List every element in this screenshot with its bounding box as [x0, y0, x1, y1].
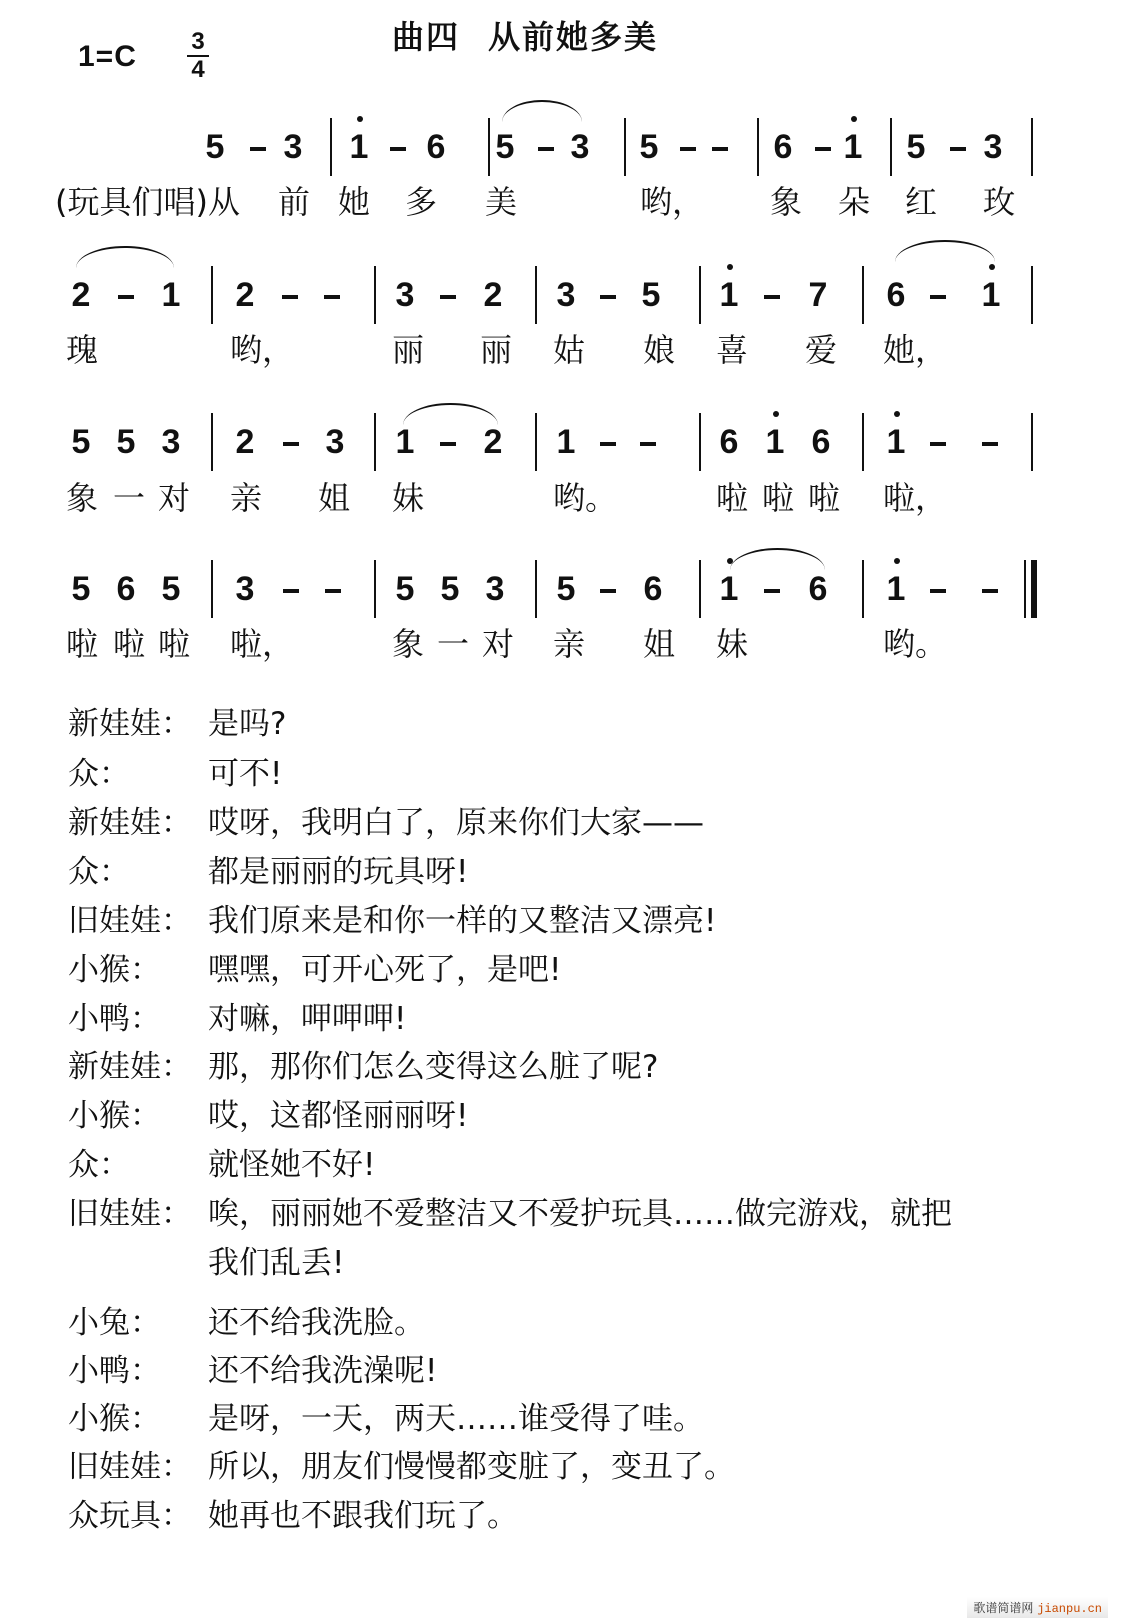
dialogue-line: [68, 1496, 518, 1536]
slur: [895, 240, 995, 262]
note: 5: [556, 570, 576, 608]
lyric: 啦: [808, 479, 841, 517]
lyric: 姐: [643, 625, 676, 663]
time-signature: [185, 30, 211, 82]
lyric: 多: [405, 183, 438, 221]
note: 2: [483, 423, 503, 461]
line-text: 哎呀，我明白了，原来你们大家——: [208, 805, 704, 841]
dialogue-line: [68, 852, 468, 892]
slur: [730, 548, 825, 570]
bar-line: [330, 118, 332, 176]
dialogue-line: [68, 1145, 375, 1185]
bar-line: [374, 413, 376, 471]
dialogue-line: [68, 754, 282, 794]
dash: [283, 589, 299, 593]
line-text: 我们原来是和你一样的又整洁又漂亮!: [208, 903, 717, 939]
high-octave-dot: [357, 116, 363, 122]
note: 3: [283, 128, 303, 166]
bar-line: [862, 413, 864, 471]
watermark-label: 歌谱简谱网: [973, 1601, 1034, 1615]
slur: [502, 100, 582, 122]
title-name: 从前她多美: [488, 18, 659, 56]
lyric: 喜: [716, 331, 749, 369]
speaker: 小鸭：: [68, 1353, 161, 1389]
bar-line: [535, 266, 537, 324]
note: 6: [886, 276, 906, 314]
note: 3: [395, 276, 415, 314]
speaker: 旧娃娃：: [68, 1196, 192, 1232]
line-text: 还不给我洗脸。: [208, 1305, 425, 1341]
lyric: 象: [770, 183, 803, 221]
line-text: 嘿嘿，可开心死了，是吧!: [208, 952, 562, 988]
speaker: 众：: [68, 854, 130, 890]
dialogue-line: [68, 704, 286, 744]
lyric: 象: [392, 625, 425, 663]
dash: [282, 295, 298, 299]
key-signature: 1=C: [78, 40, 137, 73]
note: 3: [235, 570, 255, 608]
speaker: 旧娃娃：: [68, 903, 192, 939]
dash: [930, 442, 946, 446]
dash: [982, 442, 998, 446]
line-text: 是呀，一天，两天……谁受得了哇。: [208, 1401, 704, 1437]
lyric: 啦: [66, 625, 99, 663]
note: 3: [325, 423, 345, 461]
lyric: 姐: [318, 479, 351, 517]
note: 3: [570, 128, 590, 166]
high-octave-dot: [727, 264, 733, 270]
speaker: 小猴：: [68, 1401, 161, 1437]
dash: [538, 147, 554, 151]
dash: [390, 147, 406, 151]
line-text: 对嘛，呷呷呷!: [208, 1001, 407, 1037]
speaker: 众：: [68, 756, 130, 792]
bar-line: [488, 118, 490, 176]
note: 5: [116, 423, 136, 461]
dash: [764, 295, 780, 299]
line-text: 还不给我洗澡呢!: [208, 1353, 438, 1389]
dialogue-line: [68, 1303, 425, 1343]
note: 7: [808, 276, 828, 314]
note: 5: [161, 570, 181, 608]
line-text: 都是丽丽的玩具呀!: [208, 854, 469, 890]
lyric: (玩具们唱)从: [55, 183, 240, 221]
speaker: 众玩具：: [68, 1498, 192, 1534]
line-text: 可不!: [208, 756, 283, 792]
lyric: 哟，: [640, 183, 705, 221]
speaker: 旧娃娃：: [68, 1449, 192, 1485]
line-text: 就怪她不好!: [208, 1147, 376, 1183]
bar-line: [1031, 118, 1033, 176]
dash: [930, 295, 946, 299]
high-octave-dot: [989, 264, 995, 270]
time-numerator: 3: [191, 28, 205, 55]
high-octave-dot: [894, 411, 900, 417]
song-title: [392, 12, 658, 58]
note-high: 1: [346, 130, 372, 164]
lyric: 哟，: [230, 331, 295, 369]
dash: [324, 295, 340, 299]
watermark: [967, 1597, 1108, 1618]
dash: [440, 442, 456, 446]
lyric: 朵: [838, 183, 871, 221]
dialogue-line: [68, 950, 561, 990]
bar-line: [624, 118, 626, 176]
lyric: 她: [338, 183, 371, 221]
note: 5: [641, 276, 661, 314]
note-high: 1: [840, 130, 866, 164]
dash: [440, 295, 456, 299]
lyric: 啦，: [230, 625, 295, 663]
note-high: 1: [883, 572, 909, 606]
bar-line: [699, 266, 701, 324]
lyric: 红: [905, 183, 938, 221]
bar-line: [374, 266, 376, 324]
bar-line: [535, 413, 537, 471]
lyric: 妹: [716, 625, 749, 663]
bar-line: [1031, 413, 1033, 471]
note: 1: [395, 423, 415, 461]
line-text: 那，那你们怎么变得这么脏了呢?: [208, 1049, 659, 1085]
lyric: 爱: [805, 331, 838, 369]
note-high: 1: [716, 572, 742, 606]
dash: [250, 147, 266, 151]
note: 5: [71, 570, 91, 608]
speaker: 众：: [68, 1147, 130, 1183]
lyric: 哟。: [553, 479, 618, 517]
note-high: 1: [883, 425, 909, 459]
speaker: 小猴：: [68, 1098, 161, 1134]
note: 1: [556, 423, 576, 461]
high-octave-dot: [851, 116, 857, 122]
note: 6: [426, 128, 446, 166]
lyric: 象: [66, 479, 99, 517]
speaker: 新娃娃：: [68, 706, 192, 742]
bar-line: [699, 560, 701, 618]
dash: [712, 147, 728, 151]
lyric: 美: [485, 183, 518, 221]
note: 5: [495, 128, 515, 166]
high-octave-dot: [894, 558, 900, 564]
lyric: 一: [113, 479, 146, 517]
lyric: 她，: [883, 331, 948, 369]
note: 6: [719, 423, 739, 461]
line-text: 所以，朋友们慢慢都变脏了，变丑了。: [208, 1449, 735, 1485]
lyric: 对: [482, 625, 515, 663]
dialogue-line: [68, 1194, 952, 1234]
dash: [764, 589, 780, 593]
dash: [930, 589, 946, 593]
dialogue-line: [68, 999, 406, 1039]
note: 2: [235, 423, 255, 461]
dialogue-continuation: 我们乱丢!: [208, 1245, 345, 1281]
lyric: 啦，: [883, 479, 948, 517]
lyric: 啦: [113, 625, 146, 663]
dash: [600, 442, 616, 446]
dialogue-line: [68, 1447, 735, 1487]
speaker: 新娃娃：: [68, 805, 192, 841]
note: 6: [808, 570, 828, 608]
dash: [283, 442, 299, 446]
dash: [680, 147, 696, 151]
note: 2: [483, 276, 503, 314]
line-text: 她再也不跟我们玩了。: [208, 1498, 518, 1534]
bar-line: [890, 118, 892, 176]
note: 6: [116, 570, 136, 608]
note-high: 1: [762, 425, 788, 459]
high-octave-dot: [727, 558, 733, 564]
note: 5: [440, 570, 460, 608]
bar-line: [535, 560, 537, 618]
note: 1: [161, 276, 181, 314]
note-high: 1: [716, 278, 742, 312]
lyric: 瑰: [66, 331, 99, 369]
lyrics-1: [0, 182, 1130, 226]
dialogue-line: [68, 1399, 704, 1439]
lyric: 丽: [480, 331, 513, 369]
note: 5: [71, 423, 91, 461]
dash: [325, 589, 341, 593]
note: 5: [395, 570, 415, 608]
lyric: 娘: [643, 331, 676, 369]
bar-line: [757, 118, 759, 176]
note: 3: [983, 128, 1003, 166]
lyric: 玫: [983, 183, 1016, 221]
note: 3: [161, 423, 181, 461]
lyrics-2: [0, 330, 1130, 374]
note: 6: [811, 423, 831, 461]
note: 5: [205, 128, 225, 166]
dash: [118, 295, 134, 299]
note-high: 1: [978, 278, 1004, 312]
bar-line: [211, 266, 213, 324]
bar-line: [862, 560, 864, 618]
lyric: 前: [278, 183, 311, 221]
dash: [600, 295, 616, 299]
bar-line: [211, 560, 213, 618]
lyric: 亲: [553, 625, 586, 663]
dash: [815, 147, 831, 151]
time-denominator: 4: [191, 56, 205, 83]
lyric: 啦: [762, 479, 795, 517]
note: 3: [556, 276, 576, 314]
dash: [950, 147, 966, 151]
lyric: 姑: [553, 331, 586, 369]
dialogue-line: [68, 1351, 437, 1391]
dialogue-line: [68, 901, 716, 941]
title-number: 曲四: [392, 18, 461, 56]
bar-line: [1031, 266, 1033, 324]
speaker: 新娃娃：: [68, 1049, 192, 1085]
bar-line: [374, 560, 376, 618]
high-octave-dot: [773, 411, 779, 417]
lyrics-4: [0, 624, 1130, 668]
final-bar-thick: [1031, 560, 1037, 618]
dialogue-line: [68, 1096, 468, 1136]
speaker: 小鸭：: [68, 1001, 161, 1037]
speaker: 小兔：: [68, 1305, 161, 1341]
watermark-site: jianpu.cn: [1037, 1602, 1102, 1616]
note: 5: [906, 128, 926, 166]
lyric: 哟。: [883, 625, 948, 663]
line-text: 是吗?: [208, 706, 287, 742]
dash: [982, 589, 998, 593]
bar-line: [862, 266, 864, 324]
slur: [403, 403, 498, 425]
final-bar-thin: [1024, 560, 1026, 618]
note: 6: [643, 570, 663, 608]
line-text: 唉，丽丽她不爱整洁又不爱护玩具……做完游戏，就把: [208, 1196, 952, 1232]
dash: [640, 442, 656, 446]
lyric: 一: [437, 625, 470, 663]
bar-line: [699, 413, 701, 471]
lyrics-3: [0, 478, 1130, 522]
slur: [76, 246, 174, 268]
bar-line: [211, 413, 213, 471]
lyric: 啦: [716, 479, 749, 517]
line-text: 哎，这都怪丽丽呀!: [208, 1098, 469, 1134]
lyric: 啦: [158, 625, 191, 663]
note: 5: [639, 128, 659, 166]
dash: [600, 589, 616, 593]
note: 6: [773, 128, 793, 166]
dialogue-line: [68, 803, 704, 843]
note: 2: [235, 276, 255, 314]
dialogue-line: [68, 1047, 658, 1087]
lyric: 丽: [392, 331, 425, 369]
note: 2: [71, 276, 91, 314]
speaker: 小猴：: [68, 952, 161, 988]
lyric: 妹: [392, 479, 425, 517]
note: 3: [485, 570, 505, 608]
lyric: 亲: [230, 479, 263, 517]
lyric: 对: [158, 479, 191, 517]
